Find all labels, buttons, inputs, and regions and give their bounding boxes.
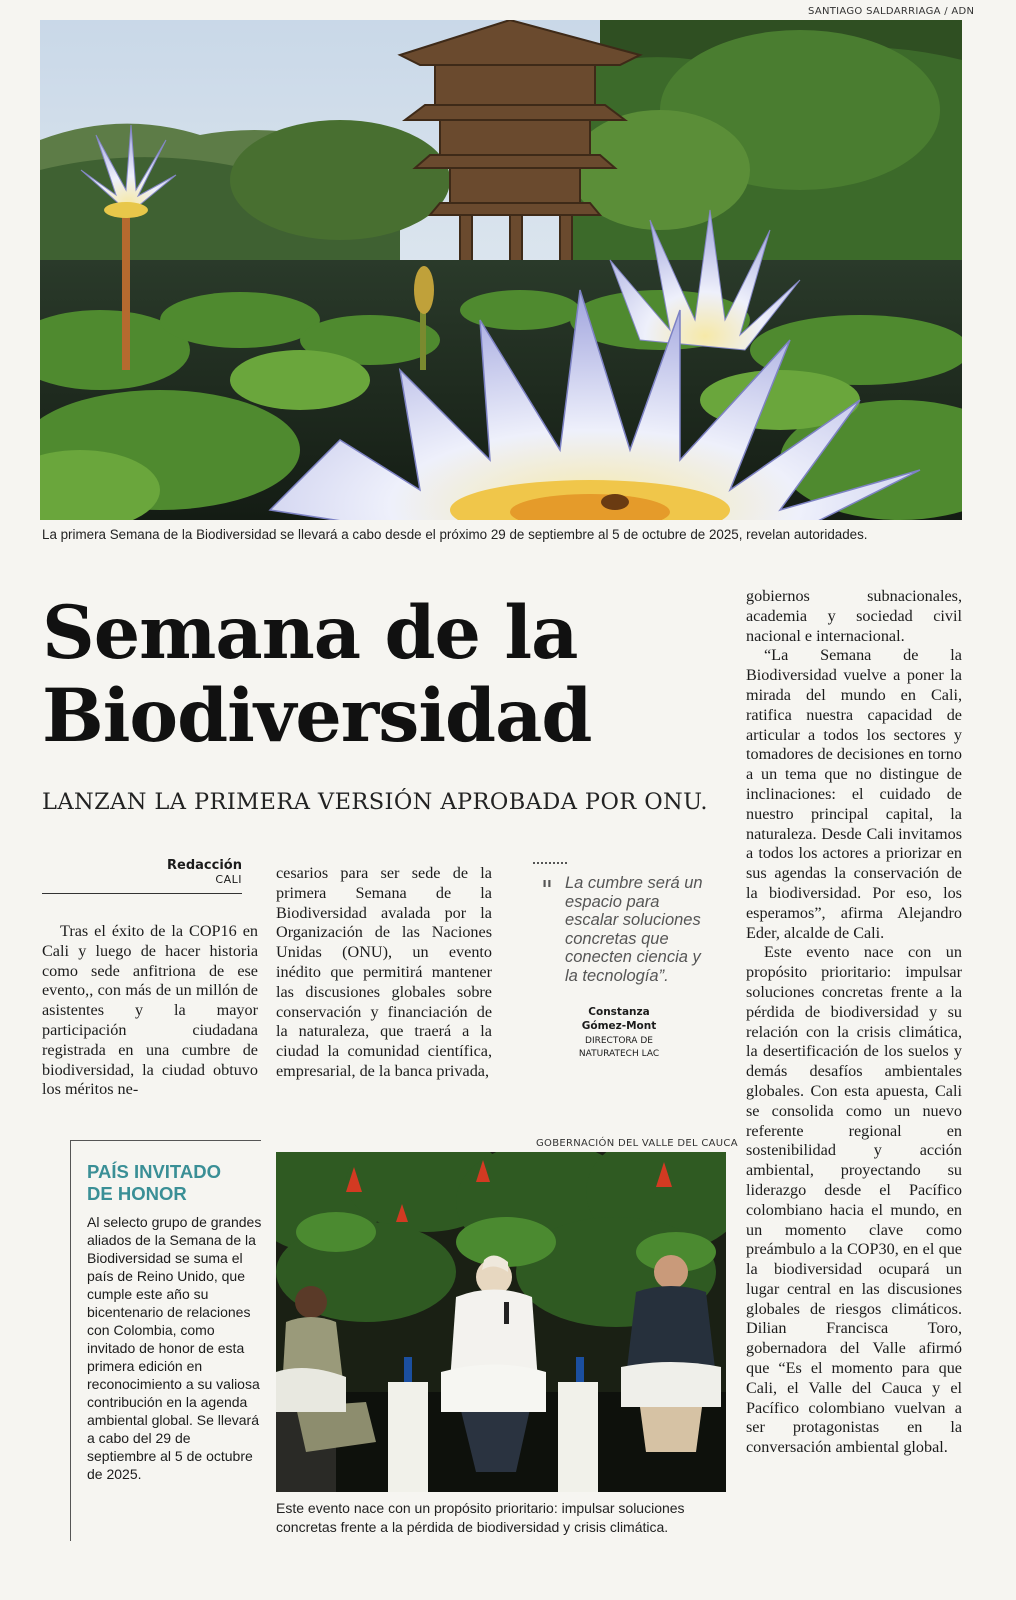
column-2-paragraph: cesarios para ser sede de la primera Semana de la Biodiversidad avalada por la Organización de las Naciones Unidas (ONU), un evento inédito que permitirá mantener las discusiones globales sobre conservación y financiación de la naturaleza, que traerá a la ciudad la comunidad científica, empresarial, de la banca privada, — [276, 864, 492, 1080]
article-column-2 — [276, 864, 492, 1082]
quote-text: La cumbre será un espacio para escalar soluciones concretas que conecten ciencia y la tecnología”. — [565, 874, 703, 985]
headline-line-1: Semana de la — [42, 590, 578, 676]
quote-author-last: Gómez-Mont — [581, 1020, 657, 1032]
quote-dotted-rule — [533, 862, 567, 864]
byline-divider — [42, 893, 242, 894]
sidebar-body: Al selecto grupo de grandes aliados de la Semana de la Biodiversidad se suma el país de Reino Unido, que cumple este año su bicentenario de relaciones con Colombia, como invitado de honor de esta primera edición en reconocimiento a su valiosa contribución en la agenda ambiental global. Se llevará a cabo del 29 de septiembre al 5 de octubre de 2025. — [87, 1214, 262, 1482]
column-3-paragraph-2: “La Semana de la Biodiversidad vuelve a poner la mirada del mundo en Cali, ratifica nuestra capacidad de articular a todos los sectores y tomadores de decisiones en torno a un tema que no distingue de inclinaciones: el cuidado de nuestro principal capital, la naturaleza. Desde Cali invitamos a todos los actores a priorizar en sus agendas la conservación de la biodiversidad. Por eso, los esperamos”, afirma Alejandro Eder, alcalde de Cali. — [746, 646, 962, 942]
sidebar-title-line-2: DE HONOR — [87, 1183, 187, 1204]
article-column-3 — [746, 587, 962, 1458]
column-3-paragraph-3: Este evento nace con un propósito prioritario: impulsar soluciones concretas frente a la pérdida de biodiversidad y su relación con la crisis climática, la desertificación de los suelos y demás desafíos ambientales globales. Con esta apuesta, Cali se consolida como un nuevo referente regional en sostenibilidad y acción ambiental, proyectando su liderazgo desde el Pacífico colombiano hacia el mundo, en un momento clave como preámbulo a la COP30, en el que la biodiversidad ocupará un lugar central en las discusiones globales de riesgos climáticos. Dilian Francisca Toro, gobernadora del Valle afirmó que “Es el momento para que Cali, el Valle del Cauca y el Pacífico colombiano vuelvan a ser protagonistas en la conversación ambiental global. — [746, 943, 962, 1457]
sidebar-box — [70, 1140, 261, 1541]
headline — [42, 592, 591, 758]
byline-location: CALI — [215, 873, 242, 886]
quote-author — [533, 1005, 705, 1033]
column-1-paragraph: Tras el éxito de la COP16 en Cali y luego de hacer historia como sede anfitriona de ese evento,, con más de un millón de asistentes y la mayor participación ciudadana registrada en una cumbre de biodiversidad, la ciudad obtuvo los méritos ne- — [42, 922, 258, 1099]
quote-role-line-2: NATURATECH LAC — [578, 1049, 660, 1059]
subheadline: LANZAN LA PRIMERA VERSIÓN APROBADA POR ONU. — [42, 789, 708, 815]
article-column-1 — [42, 922, 258, 1100]
photo-credit: SANTIAGO SALDARRIAGA / ADN — [808, 6, 975, 17]
bottom-photo-caption: Este evento nace con un propósito prioritario: impulsar soluciones concretas frente a la pérdida de biodiversidad y crisis climática. — [276, 1500, 685, 1535]
top-photo-caption: La primera Semana de la Biodiversidad se llevará a cabo desde el próximo 29 de septiembre al 5 de octubre de 2025, revelan autoridades. — [42, 527, 868, 542]
sidebar-title-line-1: PAÍS INVITADO — [87, 1161, 221, 1182]
quote-author-role — [533, 1035, 705, 1061]
pull-quote — [533, 862, 705, 1061]
byline — [160, 858, 242, 886]
byline-name: Redacción — [167, 858, 242, 873]
quote-author-first: Constanza — [588, 1006, 650, 1018]
water-lily-photo — [40, 20, 962, 520]
panel-photo — [276, 1152, 726, 1492]
column-3-paragraph-1: gobiernos subnacionales, academia y sociedad civil nacional e internacional. — [746, 587, 962, 645]
quote-mark-icon: " — [541, 876, 553, 906]
headline-line-2: Biodiversidad — [42, 673, 592, 759]
sidebar-title — [87, 1161, 221, 1205]
quote-role-line-1: DIRECTORA DE — [585, 1036, 653, 1046]
bottom-photo-credit: GOBERNACIÓN DEL VALLE DEL CAUCA — [536, 1138, 738, 1149]
